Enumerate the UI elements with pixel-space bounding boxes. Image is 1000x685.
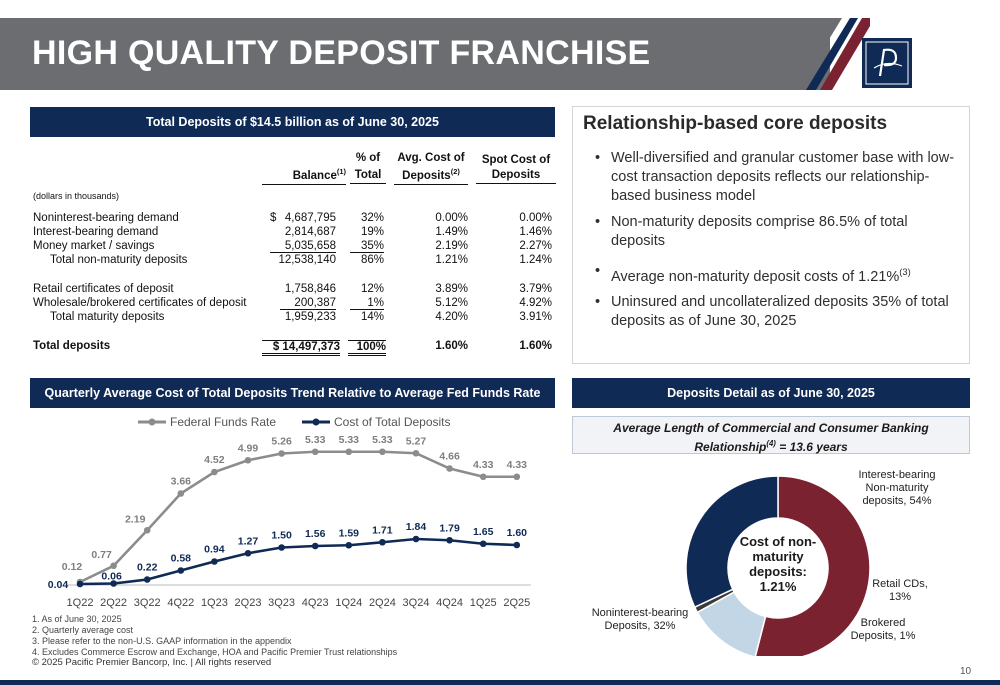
footnotes bbox=[32, 614, 397, 658]
data-label: 1.27 bbox=[237, 535, 259, 548]
row-label: Noninterest-bearing demand bbox=[33, 212, 179, 224]
legend-label: Cost of Total Deposits bbox=[334, 415, 451, 429]
col-avg-line1: Avg. Cost of bbox=[397, 152, 465, 164]
data-label: 0.06 bbox=[101, 570, 122, 583]
x-tick-label: 1Q24 bbox=[335, 597, 363, 609]
data-point bbox=[514, 542, 521, 549]
row-pct: 86% bbox=[360, 254, 384, 266]
deposits-donut-chart bbox=[572, 456, 972, 656]
data-point bbox=[514, 473, 521, 480]
data-point bbox=[77, 581, 84, 588]
row-label: Money market / savings bbox=[33, 240, 155, 252]
x-tick-label: 3Q23 bbox=[268, 597, 296, 609]
data-point bbox=[211, 558, 218, 565]
units-note: (dollars in thousands) bbox=[33, 191, 120, 201]
bullet-dot: • bbox=[595, 294, 601, 310]
x-tick-label: 3Q22 bbox=[133, 597, 161, 609]
data-point bbox=[278, 544, 285, 551]
data-label: 0.94 bbox=[204, 543, 225, 556]
data-label: 0.77 bbox=[91, 548, 112, 561]
footnote: 2. Quarterly average cost bbox=[32, 625, 134, 635]
row-avg: 3.89% bbox=[435, 283, 468, 295]
data-point bbox=[211, 469, 218, 476]
relationship-line2: Relationship$^{(4)}$ = 13.6 years bbox=[694, 439, 848, 454]
x-tick-label: 4Q24 bbox=[436, 597, 464, 609]
data-point bbox=[480, 473, 487, 480]
company-logo-icon bbox=[862, 38, 912, 88]
deposits-detail-title: Deposits Detail as of June 30, 2025 bbox=[667, 386, 875, 400]
deposits-detail-header bbox=[572, 378, 970, 408]
legend-marker bbox=[313, 419, 320, 426]
col-pct-line2: Total bbox=[350, 169, 386, 184]
donut-slice-label: Deposits, 32% bbox=[604, 620, 676, 632]
row-spot: 4.92% bbox=[519, 297, 552, 309]
row-avg: 1.21% bbox=[435, 254, 468, 266]
data-label: 4.33 bbox=[506, 458, 528, 471]
data-point bbox=[379, 448, 386, 455]
relationship-line1: Average Length of Commercial and Consumer Banking bbox=[613, 421, 929, 435]
bullet-item bbox=[595, 213, 955, 251]
data-point bbox=[245, 550, 252, 557]
donut-center-label: deposits: bbox=[749, 564, 807, 579]
row-avg: 2.19% bbox=[435, 240, 468, 252]
col-avg-line2: Deposits$^{(2)}$ bbox=[394, 167, 468, 185]
row-label: Total deposits bbox=[33, 340, 111, 352]
data-label: 1.65 bbox=[472, 525, 494, 538]
row-label: Wholesale/brokered certificates of deposit bbox=[33, 297, 247, 309]
data-label: 4.66 bbox=[439, 450, 460, 463]
data-label: 1.60 bbox=[506, 527, 528, 539]
row-label: Retail certificates of deposit bbox=[33, 283, 174, 295]
copyright: © 2025 Pacific Premier Bancorp, Inc. | All rights reserved bbox=[32, 657, 272, 668]
row-spot: 0.00% bbox=[519, 212, 552, 224]
row-avg: 1.60% bbox=[435, 340, 468, 352]
x-tick-label: 2Q23 bbox=[234, 597, 262, 609]
row-pct: 32% bbox=[360, 212, 384, 224]
row-label: Total non-maturity deposits bbox=[50, 254, 188, 266]
data-point bbox=[178, 490, 185, 497]
data-label: 1.71 bbox=[372, 524, 393, 537]
x-tick-label: 2Q25 bbox=[503, 597, 531, 609]
data-point bbox=[178, 567, 185, 574]
row-label: Interest-bearing demand bbox=[33, 226, 159, 238]
x-tick-label: 1Q25 bbox=[469, 597, 497, 609]
data-point bbox=[312, 448, 319, 455]
data-label: 5.27 bbox=[405, 435, 427, 448]
donut-slice-label: Noninterest-bearing bbox=[591, 607, 689, 619]
data-point bbox=[446, 537, 453, 544]
col-spot-line2: Deposits bbox=[476, 169, 556, 184]
data-point bbox=[379, 539, 386, 546]
data-label: 1.84 bbox=[405, 521, 427, 533]
footnote: 3. Please refer to the non-U.S. GAAP information in the appendix bbox=[32, 636, 292, 646]
data-point bbox=[346, 448, 353, 455]
data-label: 5.33 bbox=[372, 433, 393, 446]
legend-label: Federal Funds Rate bbox=[170, 415, 277, 429]
row-dollar-sign: $ bbox=[270, 212, 277, 224]
row-balance: 200,387 bbox=[280, 297, 336, 310]
row-pct: 14% bbox=[360, 311, 384, 323]
row-spot: 1.24% bbox=[519, 254, 552, 266]
donut-slice-label: 13% bbox=[888, 591, 912, 603]
row-balance: 4,687,795 bbox=[284, 212, 336, 224]
donut-slice-label: Non-maturity bbox=[865, 482, 929, 494]
bullet-dot: • bbox=[595, 214, 601, 230]
x-tick-label: 2Q22 bbox=[100, 597, 128, 609]
row-balance: 2,814,687 bbox=[284, 226, 336, 238]
data-label: 0.58 bbox=[170, 552, 192, 565]
data-label: 5.33 bbox=[304, 433, 326, 446]
data-label: 0.22 bbox=[136, 561, 158, 574]
x-tick-label: 1Q23 bbox=[200, 597, 228, 609]
data-label: 1.59 bbox=[338, 527, 360, 540]
page-title: HIGH QUALITY DEPOSIT FRANCHISE bbox=[32, 34, 651, 72]
data-point bbox=[144, 527, 151, 534]
x-tick-label: 1Q22 bbox=[66, 597, 94, 609]
data-label: 5.33 bbox=[338, 433, 360, 446]
data-label: 2.19 bbox=[124, 513, 146, 526]
bullet-text: Uninsured and uncollateralized deposits 35% of total deposits as of June 30, 2025 bbox=[611, 294, 949, 329]
bottom-bar bbox=[0, 680, 1000, 685]
footnote: 1. As of June 30, 2025 bbox=[32, 614, 122, 624]
data-label: 4.52 bbox=[204, 454, 225, 466]
bullet-text: Average non-maturity deposit costs of 1.21%$^{(3)}$ bbox=[611, 266, 911, 285]
x-tick-label: 4Q22 bbox=[167, 597, 195, 609]
row-pct: 19% bbox=[360, 226, 384, 238]
data-label: 1.79 bbox=[439, 522, 460, 535]
page-number: 10 bbox=[960, 666, 972, 677]
row-spot: 3.79% bbox=[519, 283, 552, 295]
row-pct: 35% bbox=[350, 240, 384, 253]
row-balance: 1,758,846 bbox=[284, 283, 336, 295]
row-spot: 1.60% bbox=[519, 340, 552, 352]
x-tick-label: 2Q24 bbox=[368, 597, 396, 609]
bullet-item bbox=[595, 262, 955, 287]
row-spot: 3.91% bbox=[519, 311, 552, 323]
donut-center-label: 1.21% bbox=[759, 579, 797, 594]
donut-center-label: maturity bbox=[752, 549, 804, 564]
data-point bbox=[413, 536, 420, 543]
data-point bbox=[413, 450, 420, 457]
bullet-dot: • bbox=[595, 150, 601, 166]
row-avg: 5.12% bbox=[435, 297, 468, 309]
legend-marker bbox=[149, 419, 156, 426]
donut-center-label: Cost of non- bbox=[739, 534, 817, 549]
row-avg: 0.00% bbox=[435, 212, 468, 224]
donut-slice-label: Interest-bearing bbox=[858, 469, 936, 481]
trend-chart-header bbox=[30, 378, 555, 408]
header-stripes bbox=[780, 18, 870, 90]
deposits-table-title: Total Deposits of $14.5 billion as of June 30, 2025 bbox=[146, 115, 439, 129]
data-point bbox=[144, 576, 151, 583]
data-point bbox=[480, 540, 487, 547]
row-balance: 1,959,233 bbox=[284, 311, 336, 323]
data-point bbox=[278, 450, 285, 457]
data-point bbox=[346, 542, 353, 549]
col-spot-line1: Spot Cost of bbox=[481, 154, 551, 166]
row-label: Total maturity deposits bbox=[50, 311, 165, 323]
data-label: 1.56 bbox=[304, 528, 326, 540]
row-avg: 1.49% bbox=[435, 226, 468, 238]
data-label: 3.66 bbox=[170, 475, 192, 488]
bullet-item bbox=[595, 149, 955, 206]
data-point bbox=[312, 543, 319, 550]
data-label: 0.12 bbox=[61, 561, 83, 573]
row-spot: 1.46% bbox=[519, 226, 552, 238]
footnote: 4. Excludes Commerce Escrow and Exchange, HOA and Pacific Premier Trust relationships bbox=[32, 647, 398, 657]
core-deposits-box bbox=[572, 106, 970, 364]
data-point bbox=[245, 457, 252, 464]
x-tick-label: 3Q24 bbox=[402, 597, 430, 609]
data-label: 4.99 bbox=[237, 442, 259, 455]
data-label: 5.26 bbox=[271, 435, 292, 448]
row-pct: 1% bbox=[350, 297, 384, 310]
core-deposits-title: Relationship-based core deposits bbox=[583, 113, 888, 134]
row-avg: 4.20% bbox=[435, 311, 468, 323]
row-pct: 100% bbox=[348, 340, 386, 356]
row-balance: $ 14,497,373 bbox=[262, 340, 340, 356]
bullet-dot: • bbox=[595, 263, 601, 279]
row-balance: 12,538,140 bbox=[278, 254, 336, 266]
data-point bbox=[110, 562, 117, 569]
relationship-length-box bbox=[572, 416, 970, 454]
bullet-text: Well-diversified and granular customer base with low-cost transaction deposits reflects our relationship-based business model bbox=[611, 150, 955, 204]
trend-chart-title: Quarterly Average Cost of Total Deposits Trend Relative to Average Fed Funds Rate bbox=[44, 386, 541, 400]
data-label: 4.33 bbox=[472, 458, 494, 471]
donut-slice-label: Brokered bbox=[860, 617, 906, 629]
donut-slice-label: Deposits, 1% bbox=[850, 630, 916, 642]
x-tick-label: 4Q23 bbox=[301, 597, 329, 609]
donut-slice-label: Retail CDs, bbox=[872, 578, 928, 590]
data-label: 1.50 bbox=[271, 529, 292, 542]
row-balance: 5,035,658 bbox=[270, 240, 336, 253]
col-pct-line1: % of bbox=[355, 152, 381, 164]
row-spot: 2.27% bbox=[519, 240, 552, 252]
trend-chart bbox=[30, 410, 555, 610]
data-label: 0.04 bbox=[47, 579, 69, 591]
donut-slice-label: deposits, 54% bbox=[862, 495, 932, 507]
bullet-text: Non-maturity deposits comprise 86.5% of total deposits bbox=[611, 214, 908, 249]
row-pct: 12% bbox=[360, 283, 384, 295]
data-point bbox=[446, 465, 453, 472]
col-balance: Balance$^{(1)}$ bbox=[262, 167, 346, 185]
deposits-table bbox=[0, 0, 560, 360]
bullet-item bbox=[595, 293, 955, 331]
